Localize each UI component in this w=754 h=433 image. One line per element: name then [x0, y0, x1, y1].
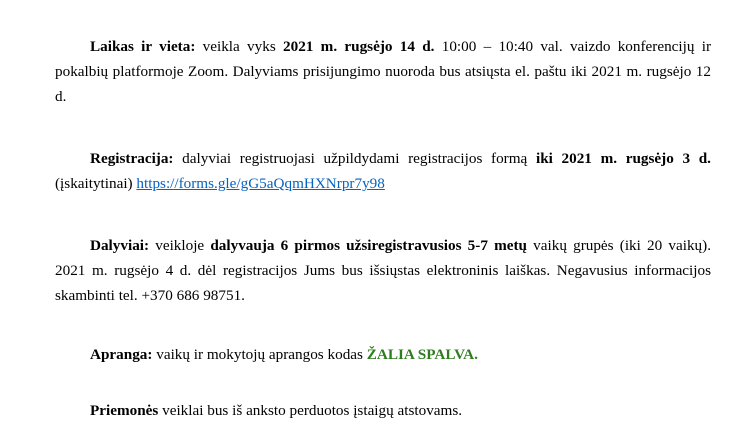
label-tools: Priemonės: [90, 402, 159, 419]
text: veiklai bus iš anksto perduotos įstaigų atstovams.: [158, 402, 463, 419]
paragraph-tools: [55, 398, 711, 423]
text: vaikų grupės (iki 20 vaikų). 2021 m. rugsėjo 4 d. dėl registracijos Jums bus išsiųstas elektroninis laiškas. Negavusius informacijos skambinti tel. +370 686 98751.: [55, 237, 711, 304]
event-date: 2021 m. rugsėjo 14 d.: [283, 38, 435, 55]
paragraph-participants: [55, 233, 711, 308]
label-participants: Dalyviai:: [90, 237, 150, 254]
text: dalyviai registruojasi užpildydami registracijos formą: [173, 150, 536, 167]
label-time-place: Laikas ir vieta:: [90, 38, 196, 55]
paragraph-registration: [55, 146, 711, 196]
label-equipment: Apranga:: [90, 346, 153, 363]
text: veikloje: [149, 237, 211, 254]
participants-bold: dalyvauja 6 pirmos užsiregistravusios 5-7 metų: [210, 237, 527, 254]
paragraph-equipment: [55, 342, 711, 367]
text: (įskaitytinai): [55, 175, 137, 192]
label-registration: Registracija:: [90, 150, 174, 167]
registration-form-link[interactable]: https://forms.gle/gG5aQqmHXNrpr7y98: [136, 175, 385, 192]
paragraph-time-place: [55, 34, 711, 109]
registration-deadline: iki 2021 m. rugsėjo 3 d.: [535, 150, 711, 167]
text: 10:00 – 10:40 val. vaizdo konferencijų ir pokalbių platformoje Zoom. Dalyviams prisijungimo nuoroda bus atsiųsta el. paštu iki 2021 m. rugsėjo 12 d.: [55, 38, 712, 105]
text: vaikų ir mokytojų aprangos kodas: [152, 346, 367, 363]
dress-code: ŽALIA SPALVA.: [366, 346, 478, 363]
text: veikla vyks: [195, 38, 284, 55]
